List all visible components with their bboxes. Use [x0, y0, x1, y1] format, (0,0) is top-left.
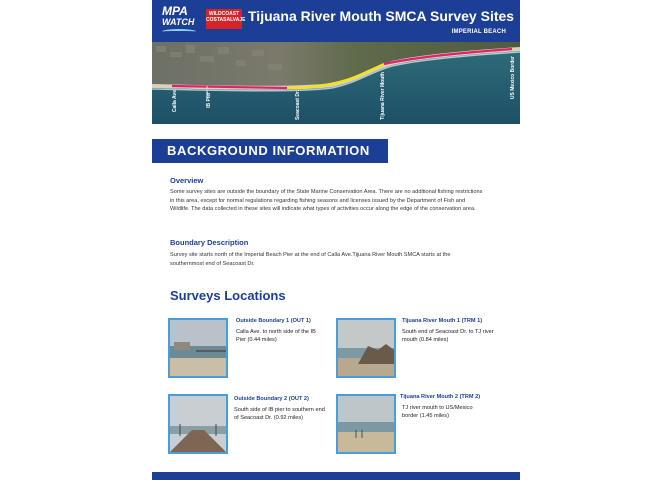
page-title: Tijuana River Mouth SMCA Survey Sites	[248, 8, 515, 24]
photo-out-1	[168, 318, 228, 378]
photo-out-2	[168, 394, 228, 454]
survey-desc-out-2: South side of IB pier to southern end of Seacoast Dr. (0.92 miles)	[234, 407, 325, 422]
aerial-label-ib-pier: IB Pier	[206, 92, 212, 108]
aerial-label-calla-ave: Calla Ave	[172, 90, 178, 113]
mpa-watch-logo: MPA WATCH	[162, 5, 200, 34]
page-subtitle: IMPERIAL BEACH	[451, 29, 506, 35]
survey-title-trm-1: Tijuana River Mouth 1 (TRM 1)	[402, 318, 483, 324]
survey-desc-out-1: Calla Ave. to north side of the IB Pier (0.44 miles)	[236, 329, 316, 344]
survey-title-trm-2: Tijuana River Mouth 2 (TRM 2)	[400, 394, 481, 400]
survey-desc-trm-1: South end of Seacoast Dr. to TJ river mouth (0.84 miles)	[402, 329, 494, 344]
boundary-text: Survey site starts north of the Imperial Beach Pier at the end of Calla Ave.Tijuana River Mouth SMCA starts at the southernmost end of Seacoast Dr.	[170, 252, 451, 267]
photo-trm-2	[336, 394, 396, 454]
header-bar	[152, 0, 520, 42]
aerial-map-image	[152, 42, 520, 124]
aerial-label-tijuana-river-mouth: Tijuana River Mouth	[380, 72, 386, 120]
section-banner: BACKGROUND INFORMATION	[152, 139, 388, 163]
wave-icon	[162, 29, 196, 34]
survey-title-out-1: Outside Boundary 1 (OUT 1)	[236, 318, 311, 324]
wildcoast-logo: WILDCOAST COSTASALVAJE	[206, 9, 242, 29]
overview-text: Some survey sites are outside the boundary of the State Marine Conservation Area. There are no additional fishing restrictions in this area, except for normal regulations regarding fishing seasons and licenses issued by the Department of Fish and Wildlife. The data collected in these sites will indicate what types of activities occur along the edge of the conservation area.	[170, 189, 483, 213]
overview-heading: Overview	[170, 176, 204, 185]
photo-trm-1	[336, 318, 396, 378]
boundary-heading: Boundary Description	[170, 238, 249, 247]
aerial-label-us-mexico-border: US Mexico Border	[510, 56, 516, 100]
survey-desc-trm-2: TJ river mouth to US/Mexico border (1.45 miles)	[402, 405, 473, 420]
document-page	[152, 0, 520, 480]
aerial-label-seacoast-dr: Seacoast Dr.	[295, 90, 301, 121]
footer-bar	[152, 472, 520, 480]
surveys-heading: Surveys Locations	[170, 288, 286, 303]
survey-title-out-2: Outside Boundary 2 (OUT 2)	[234, 396, 309, 402]
